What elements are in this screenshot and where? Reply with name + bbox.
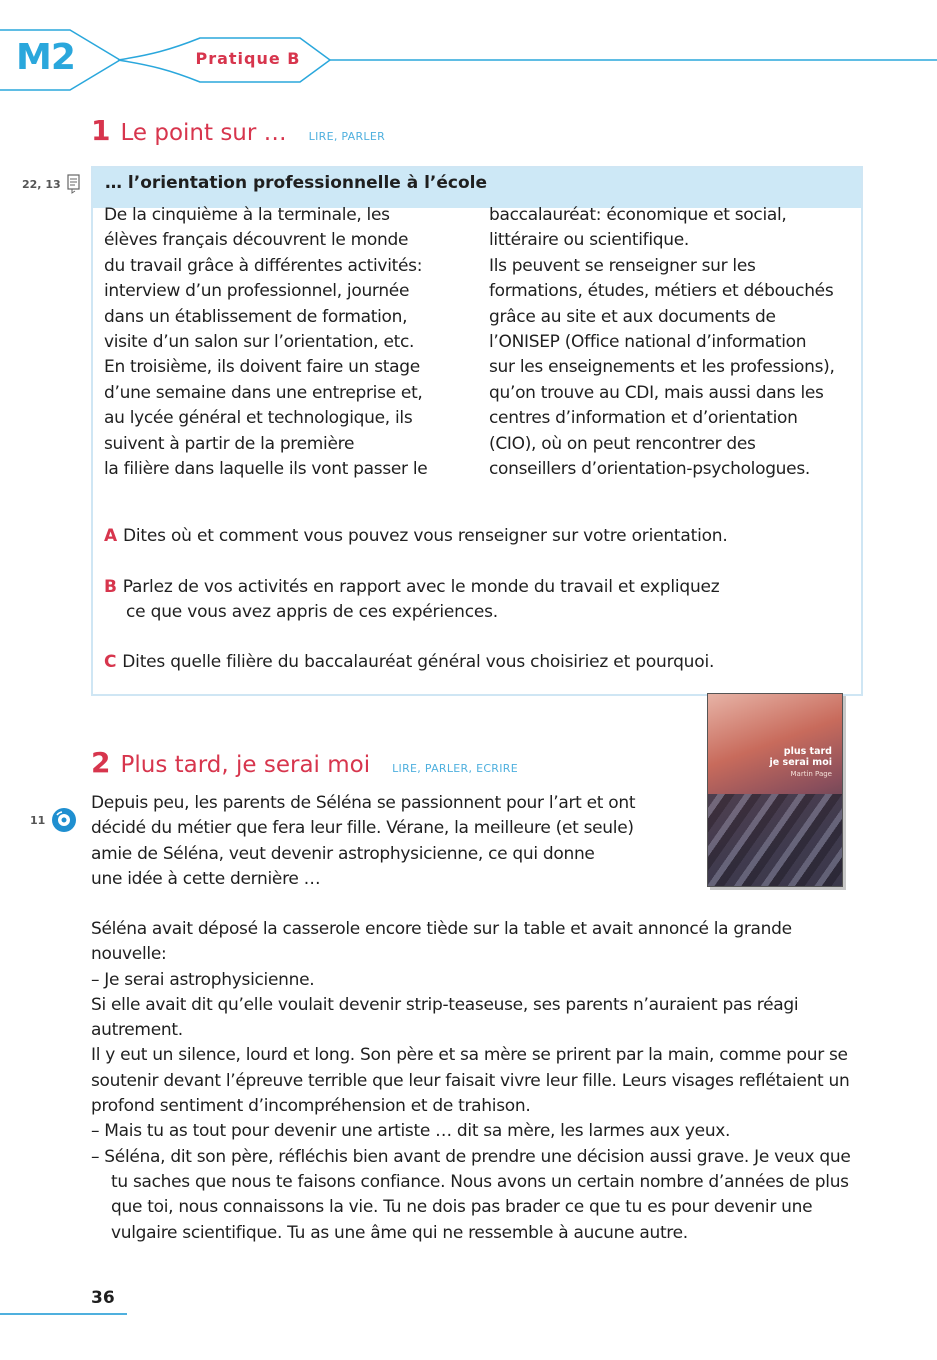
text-line: Ils peuvent se renseigner sur les (489, 255, 756, 276)
page-number: 36 (91, 1288, 115, 1308)
info-box-column-right (489, 203, 861, 482)
document-icon (66, 174, 82, 194)
text-line: qu’on trouve au CDI, mais aussi dans les (489, 382, 824, 403)
section-2-skills: LIRE, PARLER, ECRIRE (392, 762, 518, 775)
info-box-column-left (104, 203, 479, 482)
text-line: visite d’un salon sur l’orientation, etc. (104, 332, 415, 353)
section-name: Pratique B (195, 49, 301, 68)
task-item (104, 524, 844, 549)
section-2-heading: Plus tard, je serai moi (120, 752, 371, 778)
text-line: du travail grâce à différentes activités: (104, 255, 423, 276)
book-cover-image (707, 693, 843, 887)
text-line: grâce au site et aux documents de (489, 306, 776, 327)
text-line: baccalauréat: économique et social, (489, 205, 787, 225)
module-header-decoration (0, 20, 937, 100)
text-line: De la cinquième à la terminale, les (104, 205, 390, 225)
text-line: interview d’un professionnel, journée (104, 281, 410, 302)
text-line: sur les enseignements et les professions), (489, 357, 835, 378)
info-box-heading: … l’orientation professionnelle à l’école (93, 168, 861, 208)
workbook-reference-label: 22, 13 (22, 177, 61, 191)
dialogue-line: – Je serai astrophysicienne. (91, 969, 315, 990)
module-code: M2 (16, 37, 75, 78)
text-line: élèves français découvrent le monde (104, 230, 409, 251)
section-2-title (91, 746, 518, 779)
info-box (91, 166, 863, 696)
task-item (104, 650, 844, 675)
story-paragraph: Si elle avait dit qu’elle voulait devenir strip-teaseuse, ses parents n’auraient pas réagi autrement. (91, 994, 799, 1041)
task-letter: A (104, 526, 117, 546)
text-line: En troisième, ils doivent faire un stage (104, 357, 420, 378)
dialogue-line: – Séléna, dit son père, réfléchis bien avant de prendre une décision aussi grave. Je veux que tu saches que nous te faisons confiance. Nous avons un certain nombre d’années de plus que toi, nous connaissons la vie. Tu ne dois pas brader ce que tu es pour devenir une vulgaire scientifique. Tu as une âme qui ne ressemble à aucune autre. (91, 1146, 851, 1243)
section-2-number: 2 (91, 746, 111, 779)
workbook-reference (22, 174, 82, 194)
intro-line: Depuis peu, les parents de Séléna se passionnent pour l’art et ont (91, 793, 636, 813)
intro-line: décidé du métier que fera leur fille. Vérane, la meilleure (et seule) (91, 818, 634, 839)
dialogue-line: – Mais tu as tout pour devenir une artiste … dit sa mère, les larmes aux yeux. (91, 1121, 731, 1142)
task-letter: C (104, 652, 117, 672)
audio-cd-icon[interactable] (51, 807, 77, 833)
task-line (104, 524, 844, 549)
story-introduction (91, 791, 671, 892)
task-text: ce que vous avez appris de ces expériences. (126, 602, 498, 622)
story-excerpt (91, 917, 861, 1246)
book-cover-pattern (708, 794, 842, 886)
text-line: centres d’information et d’orientation (489, 408, 798, 429)
text-line: littéraire ou scientifique. (489, 230, 690, 251)
text-line: conseillers d’orientation-psychologues. (489, 459, 810, 480)
text-line: la filière dans laquelle ils vont passer le (104, 459, 428, 480)
section-1-number: 1 (91, 114, 111, 147)
task-text: Parlez de vos activités en rapport avec le monde du travail et expliquez (122, 577, 720, 597)
section-1-skills: LIRE, PARLER (308, 130, 386, 143)
book-cover-title: plus tard je serai moi (769, 746, 832, 768)
book-cover-author: Martin Page (790, 770, 832, 778)
section-1-heading: Le point sur … (120, 120, 287, 146)
story-paragraph: Il y eut un silence, lourd et long. Son père et sa mère se prirent par la main, comme pour se soutenir devant l’épreuve terrible que leur faisait vivre leur fille. Leurs visages reflétaient un profond sentiment d’incompréhension et de trahison. (91, 1045, 850, 1117)
task-line (104, 600, 844, 625)
task-text: Dites quelle filière du baccalauréat général vous choisiriez et pourquoi. (122, 652, 715, 672)
task-text: Dites où et comment vous pouvez vous renseigner sur votre orientation. (122, 526, 728, 546)
text-line: formations, études, métiers et débouchés (489, 281, 834, 302)
audio-track-label: 11 (30, 813, 46, 827)
text-line: (CIO), où on peut rencontrer des (489, 433, 756, 454)
story-paragraph: Séléna avait déposé la casserole encore tiède sur la table et avait annoncé la grande nouvelle: (91, 919, 792, 965)
text-line: au lycée général et technologique, ils (104, 408, 413, 429)
audio-track-reference (30, 807, 77, 833)
text-line: dans un établissement de formation, (104, 306, 408, 327)
text-line: suivent à partir de la première (104, 433, 355, 454)
task-line (104, 575, 844, 600)
task-letter: B (104, 577, 117, 597)
footer-rule (0, 1313, 127, 1315)
section-1-title (91, 114, 385, 147)
text-line: l’ONISEP (Office national d’information (489, 332, 807, 353)
task-line (104, 650, 844, 675)
intro-line: amie de Séléna, veut devenir astrophysicienne, ce qui donne (91, 843, 595, 864)
intro-line: une idée à cette dernière … (91, 868, 321, 889)
text-line: d’une semaine dans une entreprise et, (104, 382, 423, 403)
task-item (104, 575, 844, 625)
